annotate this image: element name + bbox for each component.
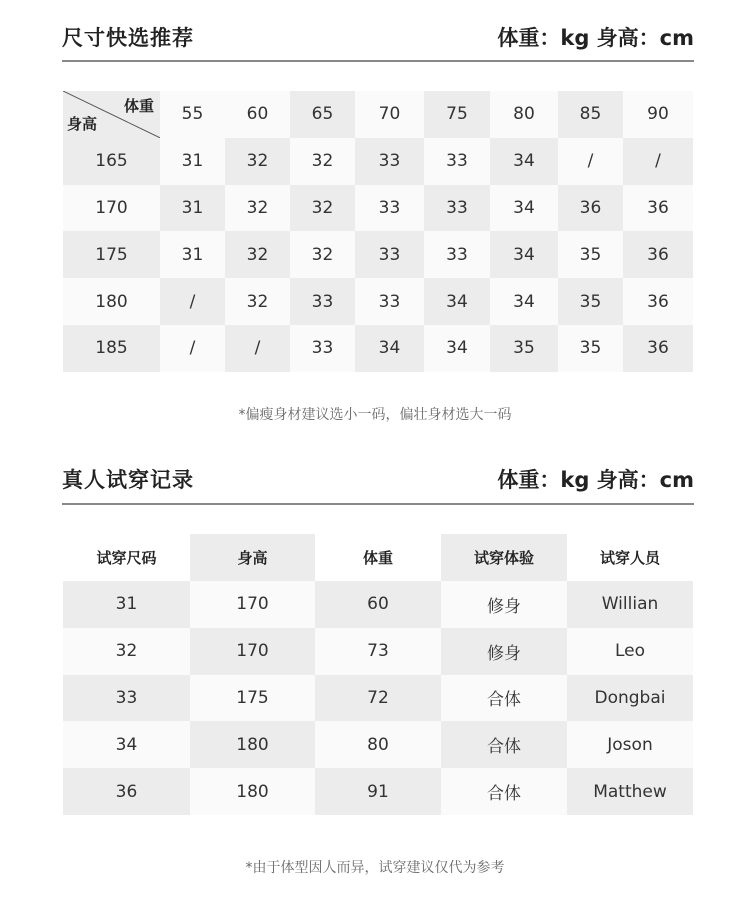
- weight-header-cell: 65: [290, 91, 355, 138]
- size-table-row: [63, 138, 693, 185]
- weight-header-cell: 85: [558, 91, 623, 138]
- size-cell: 33: [424, 231, 490, 278]
- weight-header-cell: 90: [623, 91, 693, 138]
- size-cell: 35: [558, 231, 623, 278]
- size-cell: 35: [558, 278, 623, 325]
- size-cell: 31: [160, 231, 225, 278]
- trial-table-row: [63, 675, 693, 722]
- height-row-header: 180: [63, 278, 160, 325]
- trial-person-cell: Dongbai: [567, 675, 693, 722]
- trial-table-row: [63, 721, 693, 768]
- height-row-header: 170: [63, 185, 160, 232]
- corner-weight-label: 体重: [123, 97, 154, 115]
- size-section-divider: [62, 60, 694, 62]
- size-table-row: [63, 278, 693, 325]
- trial-height-cell: 180: [190, 721, 315, 768]
- weight-header-cell: 55: [160, 91, 225, 138]
- size-section-title: 尺寸快选推荐: [62, 26, 194, 50]
- trial-weight-cell: 80: [315, 721, 441, 768]
- weight-header-cell: 80: [490, 91, 558, 138]
- size-cell: /: [160, 325, 225, 372]
- size-cell: 32: [290, 231, 355, 278]
- trial-table-row: [63, 628, 693, 675]
- trial-section-header: [62, 464, 694, 494]
- size-table-header-row: [63, 91, 693, 138]
- size-cell: 33: [290, 278, 355, 325]
- trial-height-cell: 170: [190, 581, 315, 628]
- trial-table-row: [63, 581, 693, 628]
- size-note: *偏瘦身材建议选小一码，偏壮身材选大一码: [238, 407, 512, 423]
- trial-person-cell: Joson: [567, 721, 693, 768]
- size-cell: 33: [355, 185, 424, 232]
- size-cell: 36: [623, 278, 693, 325]
- trial-person-cell: Willian: [567, 581, 693, 628]
- trial-size-cell: 33: [63, 675, 190, 722]
- trial-section-divider: [62, 503, 694, 505]
- size-cell: 35: [558, 325, 623, 372]
- size-cell: 33: [355, 231, 424, 278]
- size-cell: 33: [290, 325, 355, 372]
- trial-size-cell: 31: [63, 581, 190, 628]
- trial-size-cell: 32: [63, 628, 190, 675]
- trial-person-cell: Leo: [567, 628, 693, 675]
- size-cell: 32: [290, 138, 355, 185]
- trial-table-row: [63, 768, 693, 815]
- size-cell: /: [558, 138, 623, 185]
- size-cell: 36: [623, 231, 693, 278]
- size-cell: 31: [160, 185, 225, 232]
- size-cell: /: [623, 138, 693, 185]
- trial-weight-cell: 60: [315, 581, 441, 628]
- trial-person-cell: Matthew: [567, 768, 693, 815]
- height-row-header: 185: [63, 325, 160, 372]
- size-cell: 32: [290, 185, 355, 232]
- size-cell: 34: [490, 185, 558, 232]
- size-section-unit: 体重：kg 身高：cm: [497, 26, 694, 50]
- size-cell: 32: [225, 278, 290, 325]
- trial-weight-cell: 91: [315, 768, 441, 815]
- height-row-header: 165: [63, 138, 160, 185]
- size-cell: 33: [424, 185, 490, 232]
- trial-weight-cell: 73: [315, 628, 441, 675]
- corner-height-label: 身高: [67, 114, 98, 133]
- size-cell: 34: [490, 231, 558, 278]
- size-cell: 36: [558, 185, 623, 232]
- size-cell: 33: [424, 138, 490, 185]
- size-cell: 32: [225, 185, 290, 232]
- trial-weight-cell: 72: [315, 675, 441, 722]
- size-table-row: [63, 185, 693, 232]
- trial-header-cell: 试穿尺码: [63, 534, 190, 581]
- size-table-row: [63, 231, 693, 278]
- size-cell: 33: [355, 278, 424, 325]
- size-cell: 34: [490, 138, 558, 185]
- trial-fit-cell: 修身: [441, 581, 567, 628]
- trial-fit-cell: 修身: [441, 628, 567, 675]
- trial-height-cell: 170: [190, 628, 315, 675]
- trial-section-unit: 体重：kg 身高：cm: [497, 468, 694, 492]
- size-cell: 34: [424, 325, 490, 372]
- trial-header-cell: 体重: [315, 534, 441, 581]
- trial-table-header-row: [63, 534, 693, 581]
- size-cell: /: [225, 325, 290, 372]
- size-cell: 34: [424, 278, 490, 325]
- size-cell: 36: [623, 325, 693, 372]
- trial-section-title: 真人试穿记录: [62, 468, 194, 492]
- trial-fit-cell: 合体: [441, 721, 567, 768]
- trial-header-cell: 试穿人员: [567, 534, 693, 581]
- size-cell: 33: [355, 138, 424, 185]
- trial-note: *由于体型因人而异，试穿建议仅代为参考: [245, 860, 505, 876]
- trial-table: [63, 534, 693, 815]
- size-cell: 36: [623, 185, 693, 232]
- size-table: [63, 91, 693, 372]
- size-table-corner: [63, 91, 160, 138]
- trial-height-cell: 175: [190, 675, 315, 722]
- weight-header-cell: 60: [225, 91, 290, 138]
- size-cell: 31: [160, 138, 225, 185]
- weight-header-cell: 75: [424, 91, 490, 138]
- trial-size-cell: 36: [63, 768, 190, 815]
- size-cell: 35: [490, 325, 558, 372]
- size-cell: 34: [355, 325, 424, 372]
- trial-height-cell: 180: [190, 768, 315, 815]
- weight-header-cell: 70: [355, 91, 424, 138]
- size-cell: /: [160, 278, 225, 325]
- size-cell: 32: [225, 231, 290, 278]
- trial-size-cell: 34: [63, 721, 190, 768]
- height-row-header: 175: [63, 231, 160, 278]
- trial-header-cell: 试穿体验: [441, 534, 567, 581]
- size-cell: 32: [225, 138, 290, 185]
- size-section-header: [62, 22, 694, 52]
- trial-header-cell: 身高: [190, 534, 315, 581]
- size-cell: 34: [490, 278, 558, 325]
- size-table-row: [63, 325, 693, 372]
- trial-fit-cell: 合体: [441, 768, 567, 815]
- trial-fit-cell: 合体: [441, 675, 567, 722]
